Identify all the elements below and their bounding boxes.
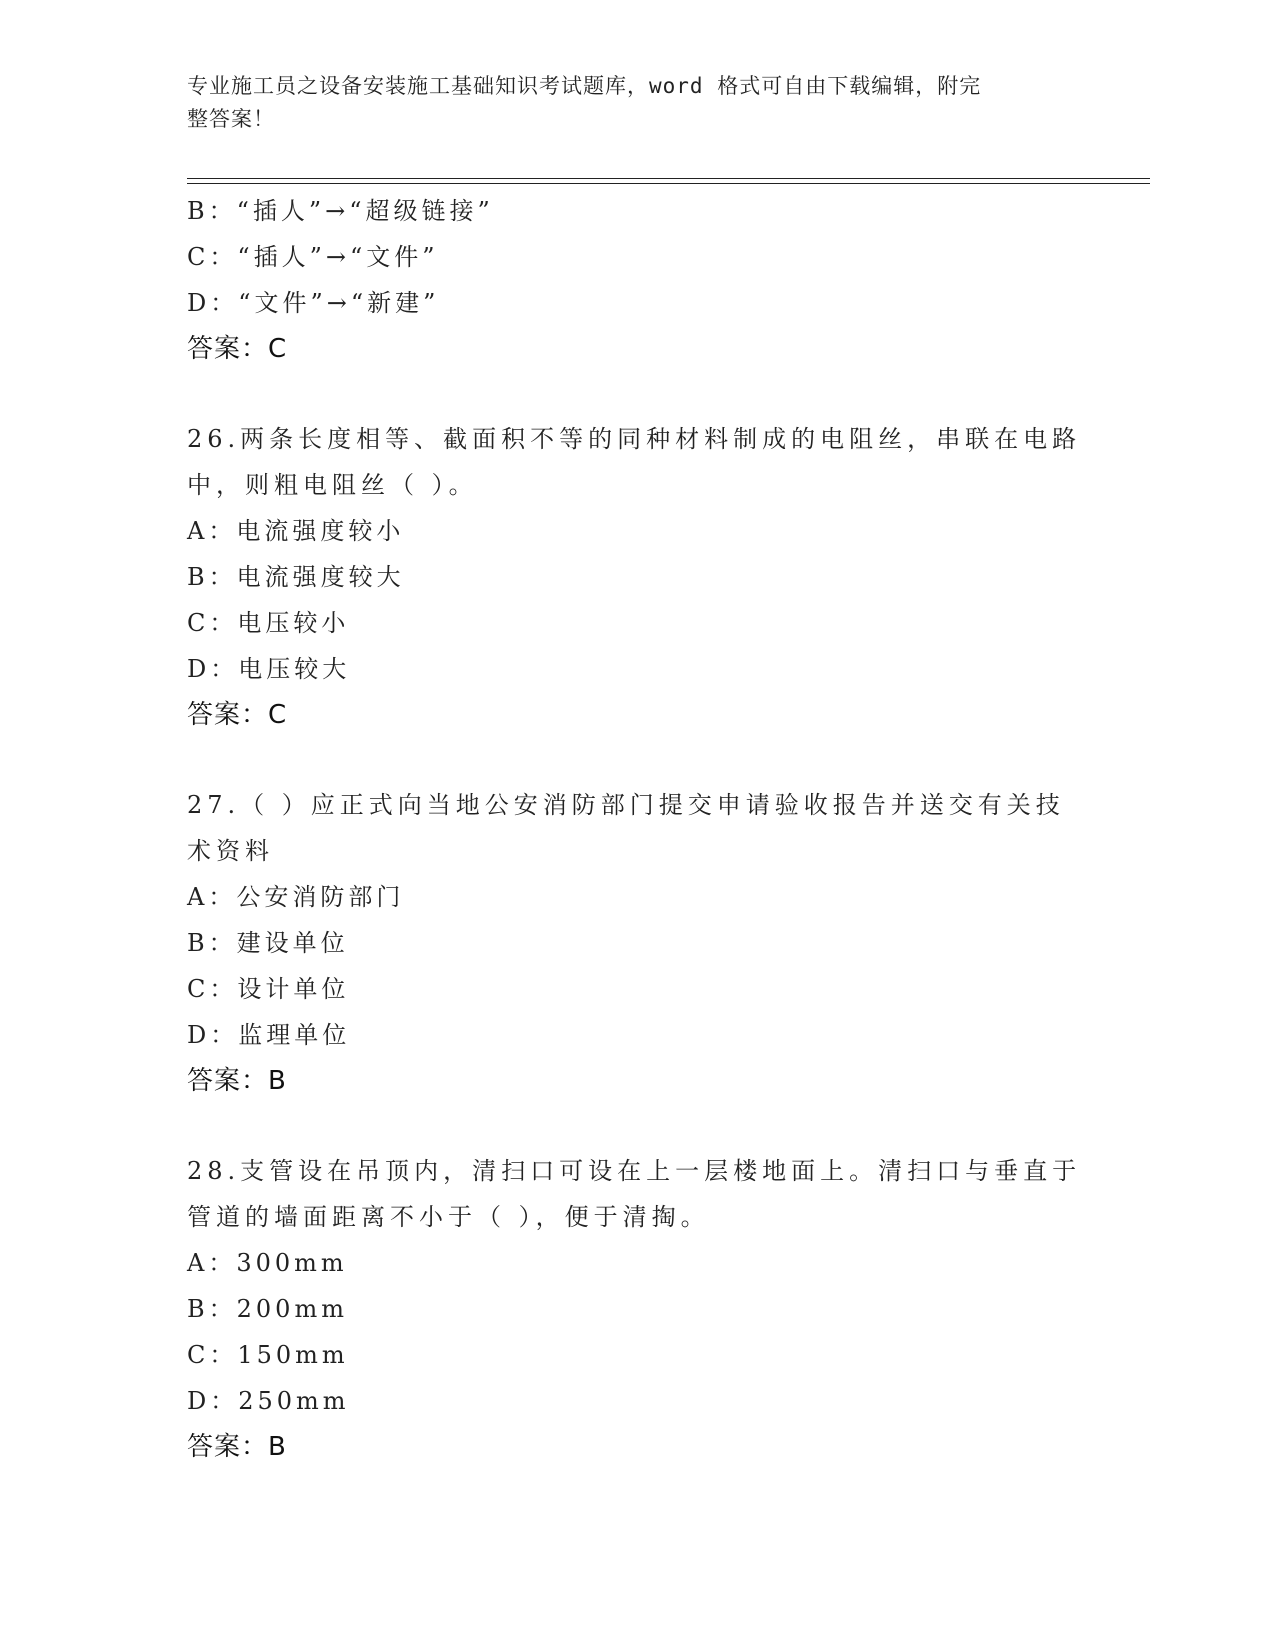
option-c: C：电压较小	[187, 609, 350, 637]
option-b: B：“插人”→“超级链接”	[187, 197, 494, 225]
option-a: A：电流强度较小	[187, 517, 405, 545]
option-b: B：建设单位	[187, 929, 349, 957]
question-26	[187, 416, 1087, 738]
header-line-1: 专业施工员之设备安装施工基础知识考试题库，word 格式可自由下载编辑，附完	[187, 74, 982, 98]
option-d: D：“文件”→“新建”	[187, 289, 440, 317]
question-28	[187, 1148, 1087, 1470]
answer-line: 答案：B	[187, 1066, 287, 1096]
option-a: A：300mm	[187, 1249, 348, 1277]
question-stem-line: 26.两条长度相等、截面积不等的同种材料制成的电阻丝，串联在电路	[187, 425, 1082, 453]
document-header	[187, 70, 1067, 136]
option-b: B：200mm	[187, 1295, 348, 1323]
header-divider-bottom	[187, 183, 1150, 184]
option-c: C：“插人”→“文件”	[187, 243, 439, 271]
option-c: C：150mm	[187, 1341, 349, 1369]
option-a: A：公安消防部门	[187, 883, 405, 911]
answer-line: 答案：B	[187, 1432, 287, 1462]
answer-line: 答案：C	[187, 700, 288, 730]
question-stem-line: 中，则粗电阻丝（ ）。	[187, 471, 478, 499]
option-c: C：设计单位	[187, 975, 350, 1003]
option-d: D：监理单位	[187, 1021, 351, 1049]
question-stem-line: 28.支管设在吊顶内，清扫口可设在上一层楼地面上。清扫口与垂直于	[187, 1157, 1082, 1185]
question-stem-line: 27.（ ）应正式向当地公安消防部门提交申请验收报告并送交有关技	[187, 791, 1065, 819]
header-line-2: 整答案！	[187, 107, 275, 131]
question-27	[187, 782, 1087, 1104]
question-stem-line: 术资料	[187, 837, 274, 865]
answer-line: 答案：C	[187, 334, 288, 364]
header-divider-top	[187, 178, 1150, 179]
question-stem-line: 管道的墙面距离不小于（ ），便于清掏。	[187, 1203, 710, 1231]
question-list	[187, 188, 1087, 1470]
question-25-continuation	[187, 188, 1087, 372]
option-b: B：电流强度较大	[187, 563, 405, 591]
option-d: D：250mm	[187, 1387, 350, 1415]
option-d: D：电压较大	[187, 655, 351, 683]
